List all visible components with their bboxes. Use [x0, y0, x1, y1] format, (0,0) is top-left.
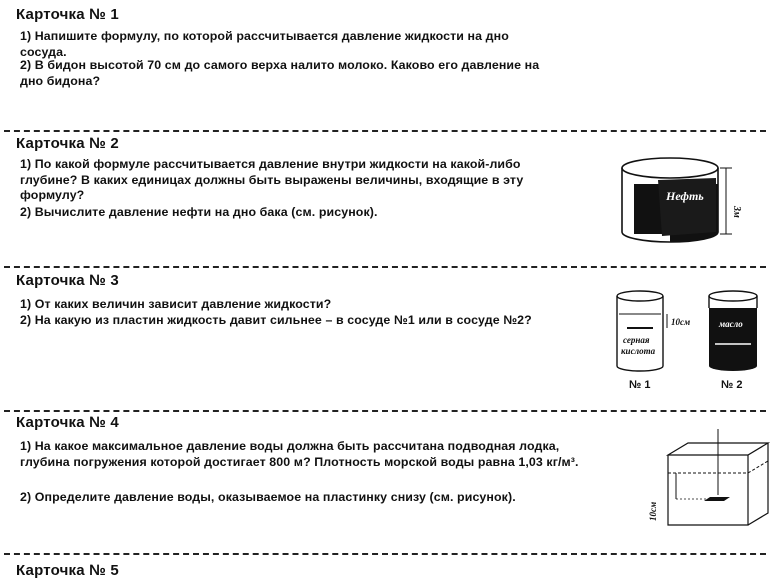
vessel-1-label-line-1: серная — [623, 335, 650, 345]
card-4-question-1: 1) На какое максимальное давление воды должна быть рассчитана подводная лодка, глубина погружения которой достигает 800 м? Плотность морской воды равна 1,03 кг/м³. — [20, 439, 579, 469]
depth-label: 10см — [671, 317, 691, 327]
card-1-question-2: 2) В бидон высотой 70 см до самого верха налито молоко. Каково его давление на дно бидона? — [20, 58, 540, 88]
card-1-title: Карточка № 1 — [16, 6, 119, 23]
card-2-question-2: 2) Вычислите давление нефти на дно бака (см. рисунок). — [20, 205, 378, 219]
oil-tank-figure — [610, 150, 750, 250]
card-divider — [4, 130, 766, 132]
vessel-1-caption: № 1 — [629, 379, 651, 391]
card-3-title: Карточка № 3 — [16, 272, 119, 289]
vessel-2-caption: № 2 — [721, 379, 743, 391]
card-3-question-1: 1) От каких величин зависит давление жидкости? — [20, 297, 332, 311]
card-divider — [4, 410, 766, 412]
card-2-question-1: 1) По какой формуле рассчитывается давление внутри жидкости на какой-либо глубине? В каких единицах должны быть выражены величины, входящие в эту формулу? — [20, 157, 524, 202]
two-vessels-figure — [605, 286, 770, 396]
card-divider — [4, 266, 766, 268]
card-4-title: Карточка № 4 — [16, 414, 119, 431]
card-3-question-2: 2) На какую из пластин жидкость давит сильнее – в сосуде №1 или в сосуде №2? — [20, 313, 532, 327]
card-5-title: Карточка № 5 — [16, 562, 119, 579]
card-4-question-2: 2) Определите давление воды, оказываемое на пластинку снизу (см. рисунок). — [20, 490, 516, 504]
vessel-1-label-line-2: кислота — [621, 346, 656, 356]
oil-label: Нефть — [666, 189, 704, 203]
plate-depth-label: 10см — [648, 501, 658, 521]
card-1-question-1: 1) Напишите формулу, по которой рассчитывается давление жидкости на дно сосуда. — [20, 29, 509, 59]
water-tank-plate-figure — [650, 425, 770, 535]
card-2-title: Карточка № 2 — [16, 135, 119, 152]
card-divider — [4, 553, 766, 555]
vessel-2-label: масло — [719, 319, 743, 329]
tank-height-label: 3м — [731, 206, 742, 218]
